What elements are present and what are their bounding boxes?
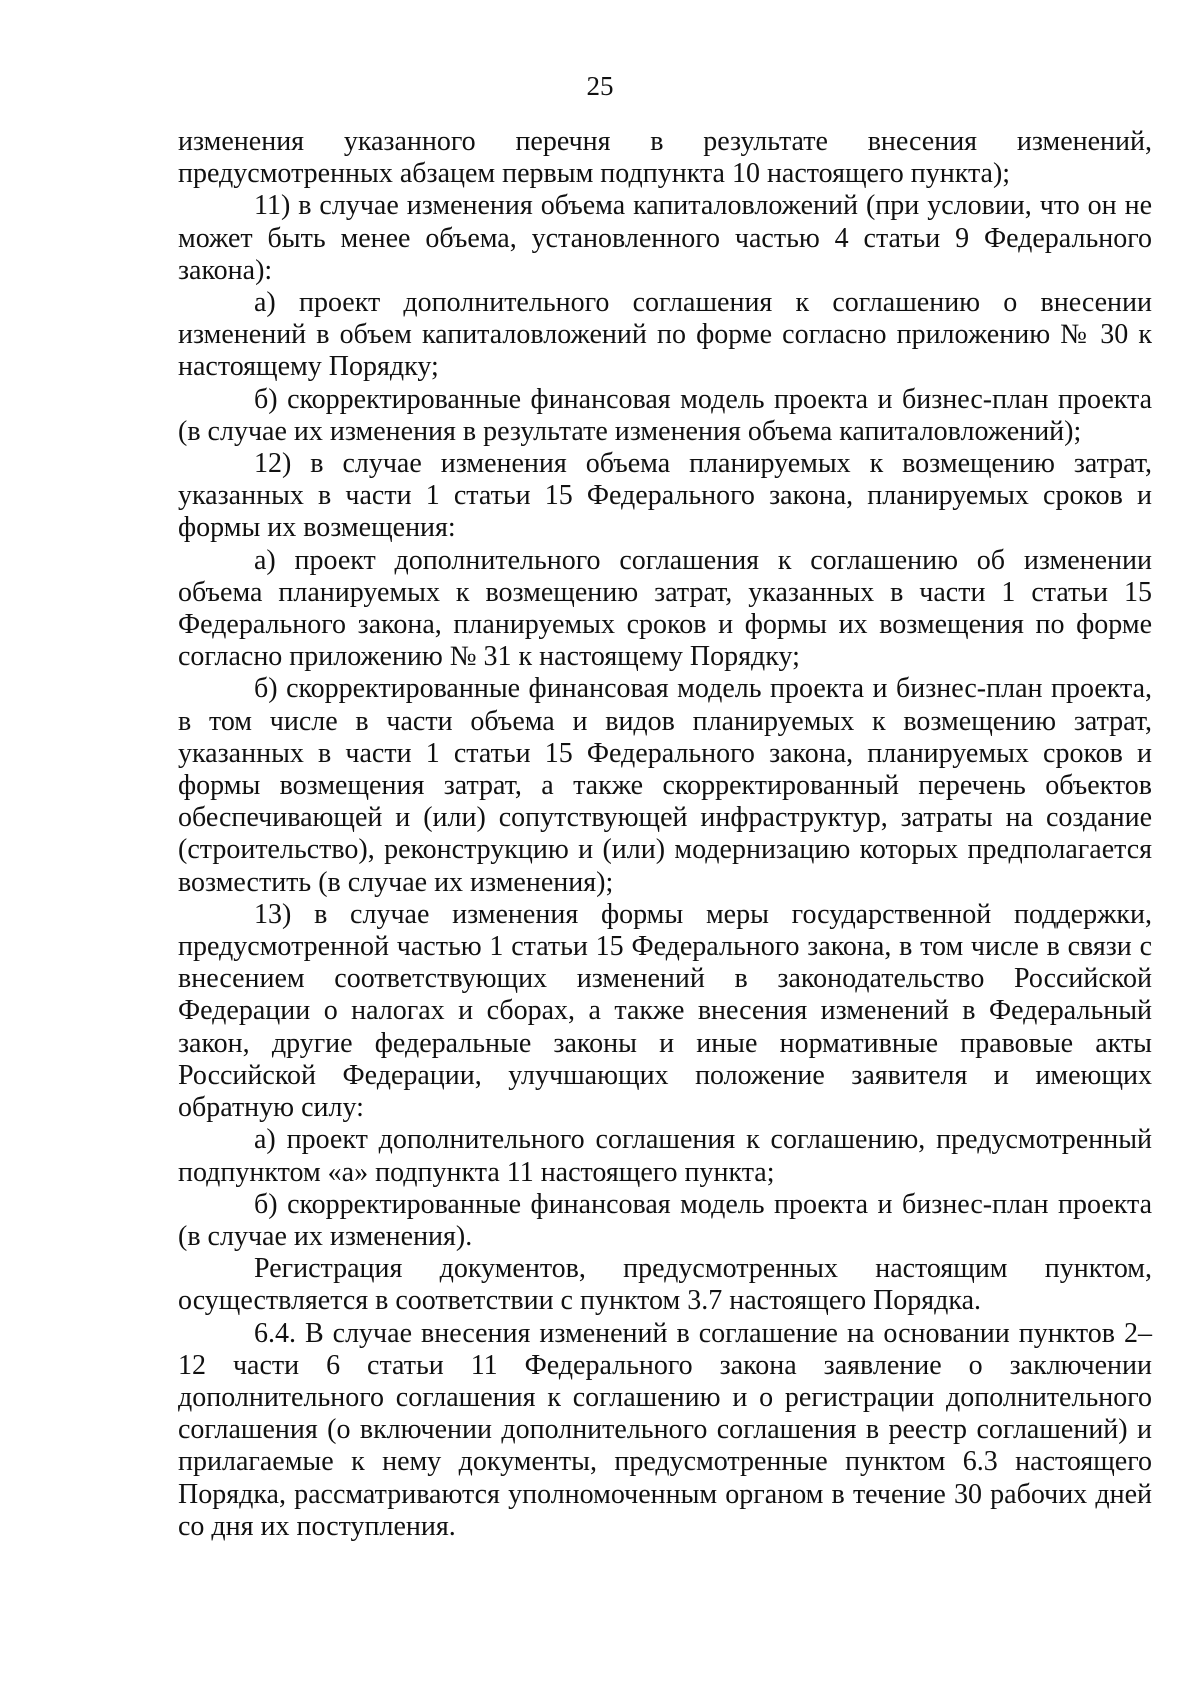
document-body [178,126,1152,1543]
paragraph-item-13: 13) в случае изменения формы меры государственной поддержки, предусмотренной частью 1 статьи 15 Федерального закона, в том числе в связи с внесением соответствующих изменений в законодательство Российской Федерации о налогах и сборах, а также внесения изменений в Федеральный закон, другие федеральные законы и иные нормативные правовые акты Российской Федерации, улучшающих положение заявителя и имеющих обратную силу: [178,898,1152,1124]
page-number: 25 [586,71,614,101]
paragraph-registration: Регистрация документов, предусмотренных настоящим пунктом, осуществляется в соответствии с пунктом 3.7 настоящего Порядка. [178,1253,1152,1317]
paragraph-item-13-a: а) проект дополнительного соглашения к соглашению, предусмотренный подпунктом «а» подпункта 11 настоящего пункта; [178,1124,1152,1188]
paragraph-section-6-4: 6.4. В случае внесения изменений в соглашение на основании пунктов 2–12 части 6 статьи 11 Федерального закона заявление о заключении дополнительного соглашения к соглашению и о регистрации дополнительного соглашения (о включении дополнительного соглашения в реестр соглашений) и прилагаемые к нему документы, предусмотренные пунктом 6.3 настоящего Порядка, рассматриваются уполномоченным органом в течение 30 рабочих дней со дня их поступления. [178,1317,1152,1542]
paragraph-item-12-a: а) проект дополнительного соглашения к соглашению об изменении объема планируемых к возмещению затрат, указанных в части 1 статьи 15 Федерального закона, планируемых сроков и формы их возмещения по форме согласно приложению № 31 к настоящему Порядку; [178,544,1152,673]
paragraph-continuation: изменения указанного перечня в результате внесения изменений, предусмотренных абзацем первым подпункта 10 настоящего пункта); [178,126,1152,190]
paragraph-item-13-b: б) скорректированные финансовая модель проекта и бизнес-план проекта (в случае их изменения). [178,1188,1152,1252]
paragraph-item-12: 12) в случае изменения объема планируемых к возмещению затрат, указанных в части 1 статьи 15 Федерального закона, планируемых сроков и формы их возмещения: [178,448,1152,544]
paragraph-item-11-a: а) проект дополнительного соглашения к соглашению о внесении изменений в объем капиталовложений по форме согласно приложению № 30 к настоящему Порядку; [178,287,1152,383]
paragraph-item-12-b: б) скорректированные финансовая модель проекта и бизнес-план проекта, в том числе в части объема и видов планируемых к возмещению затрат, указанных в части 1 статьи 15 Федерального закона, планируемых сроков и формы возмещения затрат, а также скорректированный перечень объектов обеспечивающей и (или) сопутствующей инфраструктур, затраты на создание (строительство), реконструкцию и (или) модернизацию которых предполагается возместить (в случае их изменения); [178,673,1152,898]
paragraph-item-11-b: б) скорректированные финансовая модель проекта и бизнес-план проекта (в случае их изменения в результате изменения объема капиталовложений); [178,383,1152,447]
paragraph-item-11: 11) в случае изменения объема капиталовложений (при условии, что он не может быть менее объема, установленного частью 4 статьи 9 Федерального закона): [178,190,1152,286]
